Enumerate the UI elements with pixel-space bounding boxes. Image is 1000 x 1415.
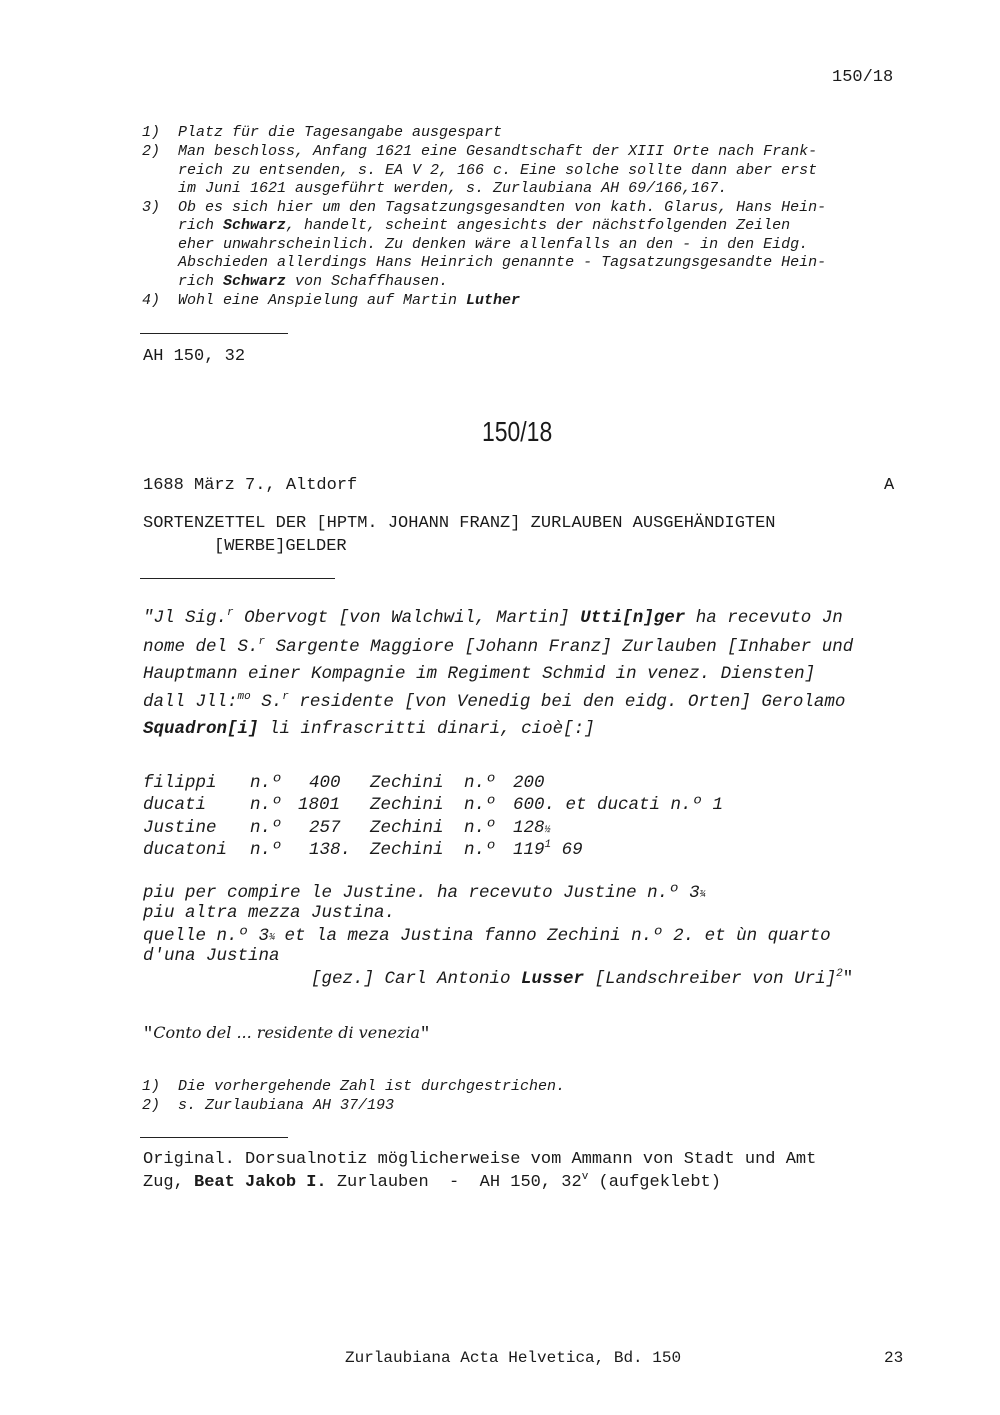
source-note: Zug, Beat Jakob I. Zurlauben - AH 150, 32$^v$ (aufgeklebt) [143, 1171, 721, 1192]
body-line: d'una Justina [143, 946, 280, 966]
unit-label: Zechini [370, 840, 444, 860]
footnote-text: s. Zurlaubiana AH 37/193 [178, 1097, 395, 1114]
footnote-text: Platz für die Tagesangabe ausgespart [178, 124, 503, 141]
zechini-value: 200 [513, 773, 545, 793]
name-bold: Schwarz [223, 217, 287, 234]
footnote-text: eher unwahrscheinlich. Zu denken wäre allenfalls an den - in den Eidg. [178, 236, 809, 253]
footnote-number: 1) [142, 124, 161, 141]
zechini-value: 600. et ducati n.º 1 [513, 795, 724, 815]
coin-quantity: 1801 [298, 795, 341, 815]
publication-footer: Zurlaubiana Acta Helvetica, Bd. 150 [345, 1349, 682, 1367]
source-note: Original. Dorsualnotiz möglicherweise vom Ammann von Stadt und Amt [143, 1150, 817, 1169]
number-label: n.º [250, 818, 282, 838]
date-place: 1688 März 7., Altdorf [143, 476, 358, 495]
coin-name: ducatoni [143, 840, 228, 860]
coin-quantity: 400 [309, 773, 341, 793]
number-label: n.º [250, 840, 282, 860]
number-label: n.º [250, 773, 282, 793]
footnote-number: 2) [142, 143, 161, 160]
footnote-number: 3) [142, 199, 161, 216]
footnote-text: Man beschloss, Anfang 1621 eine Gesandtschaft der XIII Orte nach Frank- [178, 143, 818, 160]
document-title: [WERBE]GELDER [214, 537, 347, 556]
footnote-text: Abschieden allerdings Hans Heinrich genannte - Tagsatzungsgesandte Hein- [178, 254, 827, 271]
coin-name: filippi [143, 773, 217, 793]
zechini-value: 128½ [513, 818, 550, 838]
body-paragraph: Squadron[i] li infrascritti dinari, cioè[:] [143, 719, 595, 739]
footnote-text: reich zu entsenden, s. EA V 2, 166 c. Eine solche sollte dann aber erst [178, 162, 818, 179]
page-reference: 150/18 [832, 68, 894, 87]
separator-line [140, 333, 288, 334]
archive-reference: AH 150, 32 [143, 347, 246, 366]
coin-quantity: 138. [309, 840, 352, 860]
number-label: n.º [464, 840, 496, 860]
name-bold: Luther [466, 292, 521, 309]
document-title: SORTENZETTEL DER [HPTM. JOHANN FRANZ] ZURLAUBEN AUSGEHÄNDIGTEN [143, 514, 776, 533]
document-type: A [884, 476, 895, 495]
zechini-value: $119^1$ 69 [513, 839, 583, 860]
number-label: n.º [464, 773, 496, 793]
separator-line [140, 578, 335, 579]
body-line: piu per compire le Justine. ha recevuto Justine n.º 3¾ [143, 883, 705, 903]
separator-line [140, 1137, 288, 1138]
footnote-text: Die vorhergehende Zahl ist durchgestrichen. [178, 1078, 566, 1095]
number-label: n.º [464, 818, 496, 838]
document-number: 150/18 [482, 416, 553, 447]
number-label: n.º [464, 795, 496, 815]
page-number: 23 [884, 1349, 904, 1367]
footnote-text: im Juni 1621 ausgeführt werden, s. Zurlaubiana AH 69/166,167. [178, 180, 728, 197]
body-paragraph: nome del S.$^r$ Sargente Maggiore [Johann Franz] Zurlauben [Inhaber und [143, 636, 854, 657]
footnote-number: 2) [142, 1097, 161, 1114]
unit-label: Zechini [370, 795, 444, 815]
dorsal-note: "Conto del ... residente di venezia" [143, 1023, 431, 1044]
body-line: piu altra mezza Justina. [143, 903, 396, 923]
unit-label: Zechini [370, 818, 444, 838]
name-bold: Schwarz [223, 273, 287, 290]
footnote-text: rich Schwarz von Schaffhausen. [178, 273, 449, 290]
body-paragraph: "Jl Sig.$^r$ Obervogt [von Walchwil, Martin] Utti[n]ger ha recevuto Jn [143, 607, 843, 628]
coin-quantity: 257 [309, 818, 341, 838]
body-line: quelle n.º 3¾ et la meza Justina fanno Zechini n.º 2. et ùn quarto [143, 926, 831, 946]
coin-name: ducati [143, 795, 207, 815]
number-label: n.º [250, 795, 282, 815]
signature-line: [gez.] Carl Antonio Lusser [Landschreiber von Uri]$^2$" [311, 968, 854, 989]
footnote-text: Ob es sich hier um den Tagsatzungsgesandten von kath. Glarus, Hans Hein- [178, 199, 827, 216]
footnote-text: Wohl eine Anspielung auf Martin Luther [178, 292, 521, 309]
footnote-number: 4) [142, 292, 161, 309]
footnote-text: rich Schwarz, handelt, scheint angesichts der nächstfolgenden Zeilen [178, 217, 791, 234]
body-paragraph: dall Jll:$^{mo}$ S.$^r$ residente [von Venedig bei den eidg. Orten] Gerolamo [143, 691, 846, 712]
coin-name: Justine [143, 818, 217, 838]
body-paragraph: Hauptmann einer Kompagnie im Regiment Schmid in venez. Diensten] [143, 664, 816, 684]
footnote-number: 1) [142, 1078, 161, 1095]
unit-label: Zechini [370, 773, 444, 793]
